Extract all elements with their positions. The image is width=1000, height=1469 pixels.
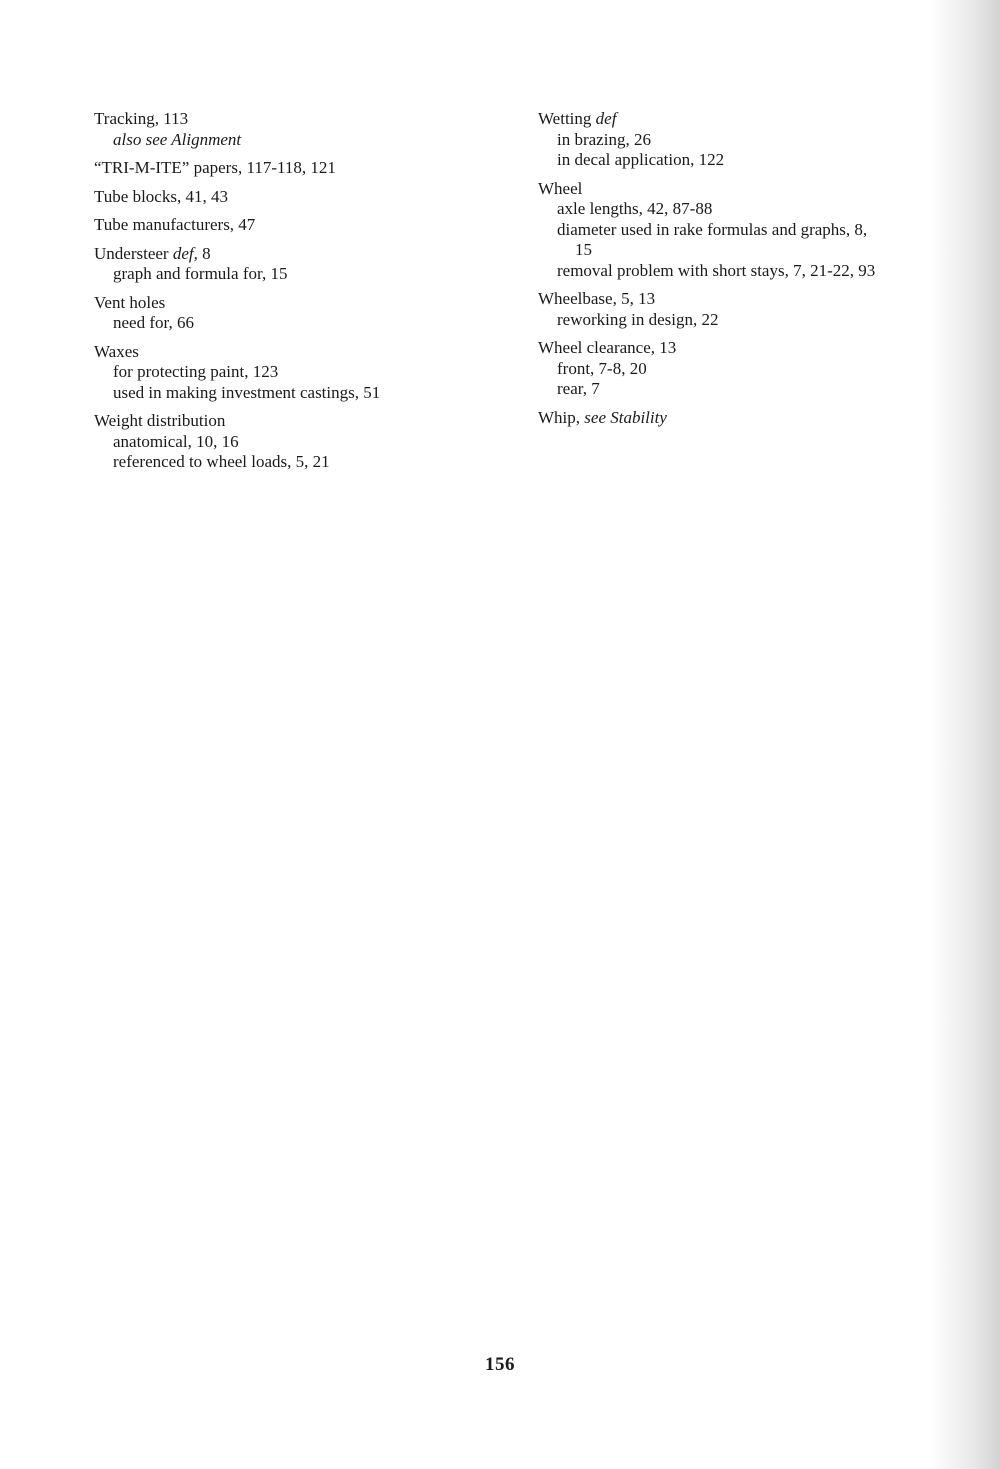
entry-subheading: removal problem with short stays, 7, 21-22, 93: [557, 260, 876, 280]
index-entry-tube-blocks: [94, 187, 514, 208]
entry-heading: Tube blocks, 41, 43: [94, 186, 228, 206]
entry-heading: Tube manufacturers, 47: [94, 215, 256, 234]
entry-heading: Tracking, 113: [94, 109, 189, 128]
index-entry-wheel: [538, 179, 958, 282]
index-entry-weight-distribution: [94, 411, 514, 473]
entry-subheading: need for, 66: [113, 313, 194, 332]
index-entry-wheel-clearance: [538, 338, 958, 400]
entry-subheading: in brazing, 26: [557, 129, 651, 149]
index-column-right: [538, 109, 958, 436]
entry-heading: [94, 244, 514, 265]
entry-subheading: axle lengths, 42, 87-88: [557, 199, 713, 218]
entry-heading-text: Understeer: [94, 243, 173, 263]
entry-subheading: diameter used in rake formulas and graphs, 8,: [557, 219, 868, 239]
entry-subheading: reworking in design, 22: [557, 309, 719, 329]
entry-subheading: graph and formula for, 15: [113, 264, 288, 283]
entry-subheading: for protecting paint, 123: [113, 362, 279, 381]
index-entry-tracking: [94, 109, 514, 150]
entry-heading: Weight distribution: [94, 411, 226, 430]
entry-subheading: anatomical, 10, 16: [113, 431, 239, 451]
entry-heading: [538, 109, 958, 130]
index-entry-wetting: [538, 109, 958, 171]
index-entry-vent-holes: [94, 293, 514, 334]
entry-subheading: used in making investment castings, 51: [113, 382, 381, 402]
entry-subheading: in decal application, 122: [557, 150, 725, 169]
entry-subheading: rear, 7: [557, 379, 600, 398]
index-entry-trimite: [94, 158, 514, 179]
definition-marker: def,: [172, 243, 198, 263]
entry-subheading: front, 7-8, 20: [557, 358, 647, 378]
index-entry-understeer: [94, 244, 514, 285]
page-number: 156: [485, 1354, 515, 1375]
entry-subheading-continuation: 15: [575, 240, 592, 259]
entry-page-ref: 8: [197, 243, 211, 263]
entry-heading-text: Whip,: [538, 407, 585, 427]
entry-heading: Waxes: [94, 341, 139, 361]
definition-marker: def: [595, 109, 617, 128]
entry-heading: Wheel clearance, 13: [538, 338, 677, 357]
index-column-left: [94, 109, 514, 481]
index-entry-waxes: [94, 342, 514, 404]
entry-cross-reference: also see Alignment: [113, 129, 242, 149]
entry-heading: Vent holes: [94, 292, 166, 312]
entry-heading: Wheel: [538, 178, 583, 198]
entry-heading: Wheelbase, 5, 13: [538, 289, 656, 308]
index-entry-tube-manufacturers: [94, 215, 514, 236]
entry-subheading: referenced to wheel loads, 5, 21: [113, 452, 330, 471]
entry-heading: [538, 408, 958, 429]
entry-cross-reference: see Stability: [584, 407, 667, 427]
entry-heading: “TRI-M-ITE” papers, 117-118, 121: [94, 158, 336, 177]
index-entry-wheelbase: [538, 289, 958, 330]
index-entry-whip: [538, 408, 958, 429]
entry-heading-text: Wetting: [538, 109, 596, 128]
